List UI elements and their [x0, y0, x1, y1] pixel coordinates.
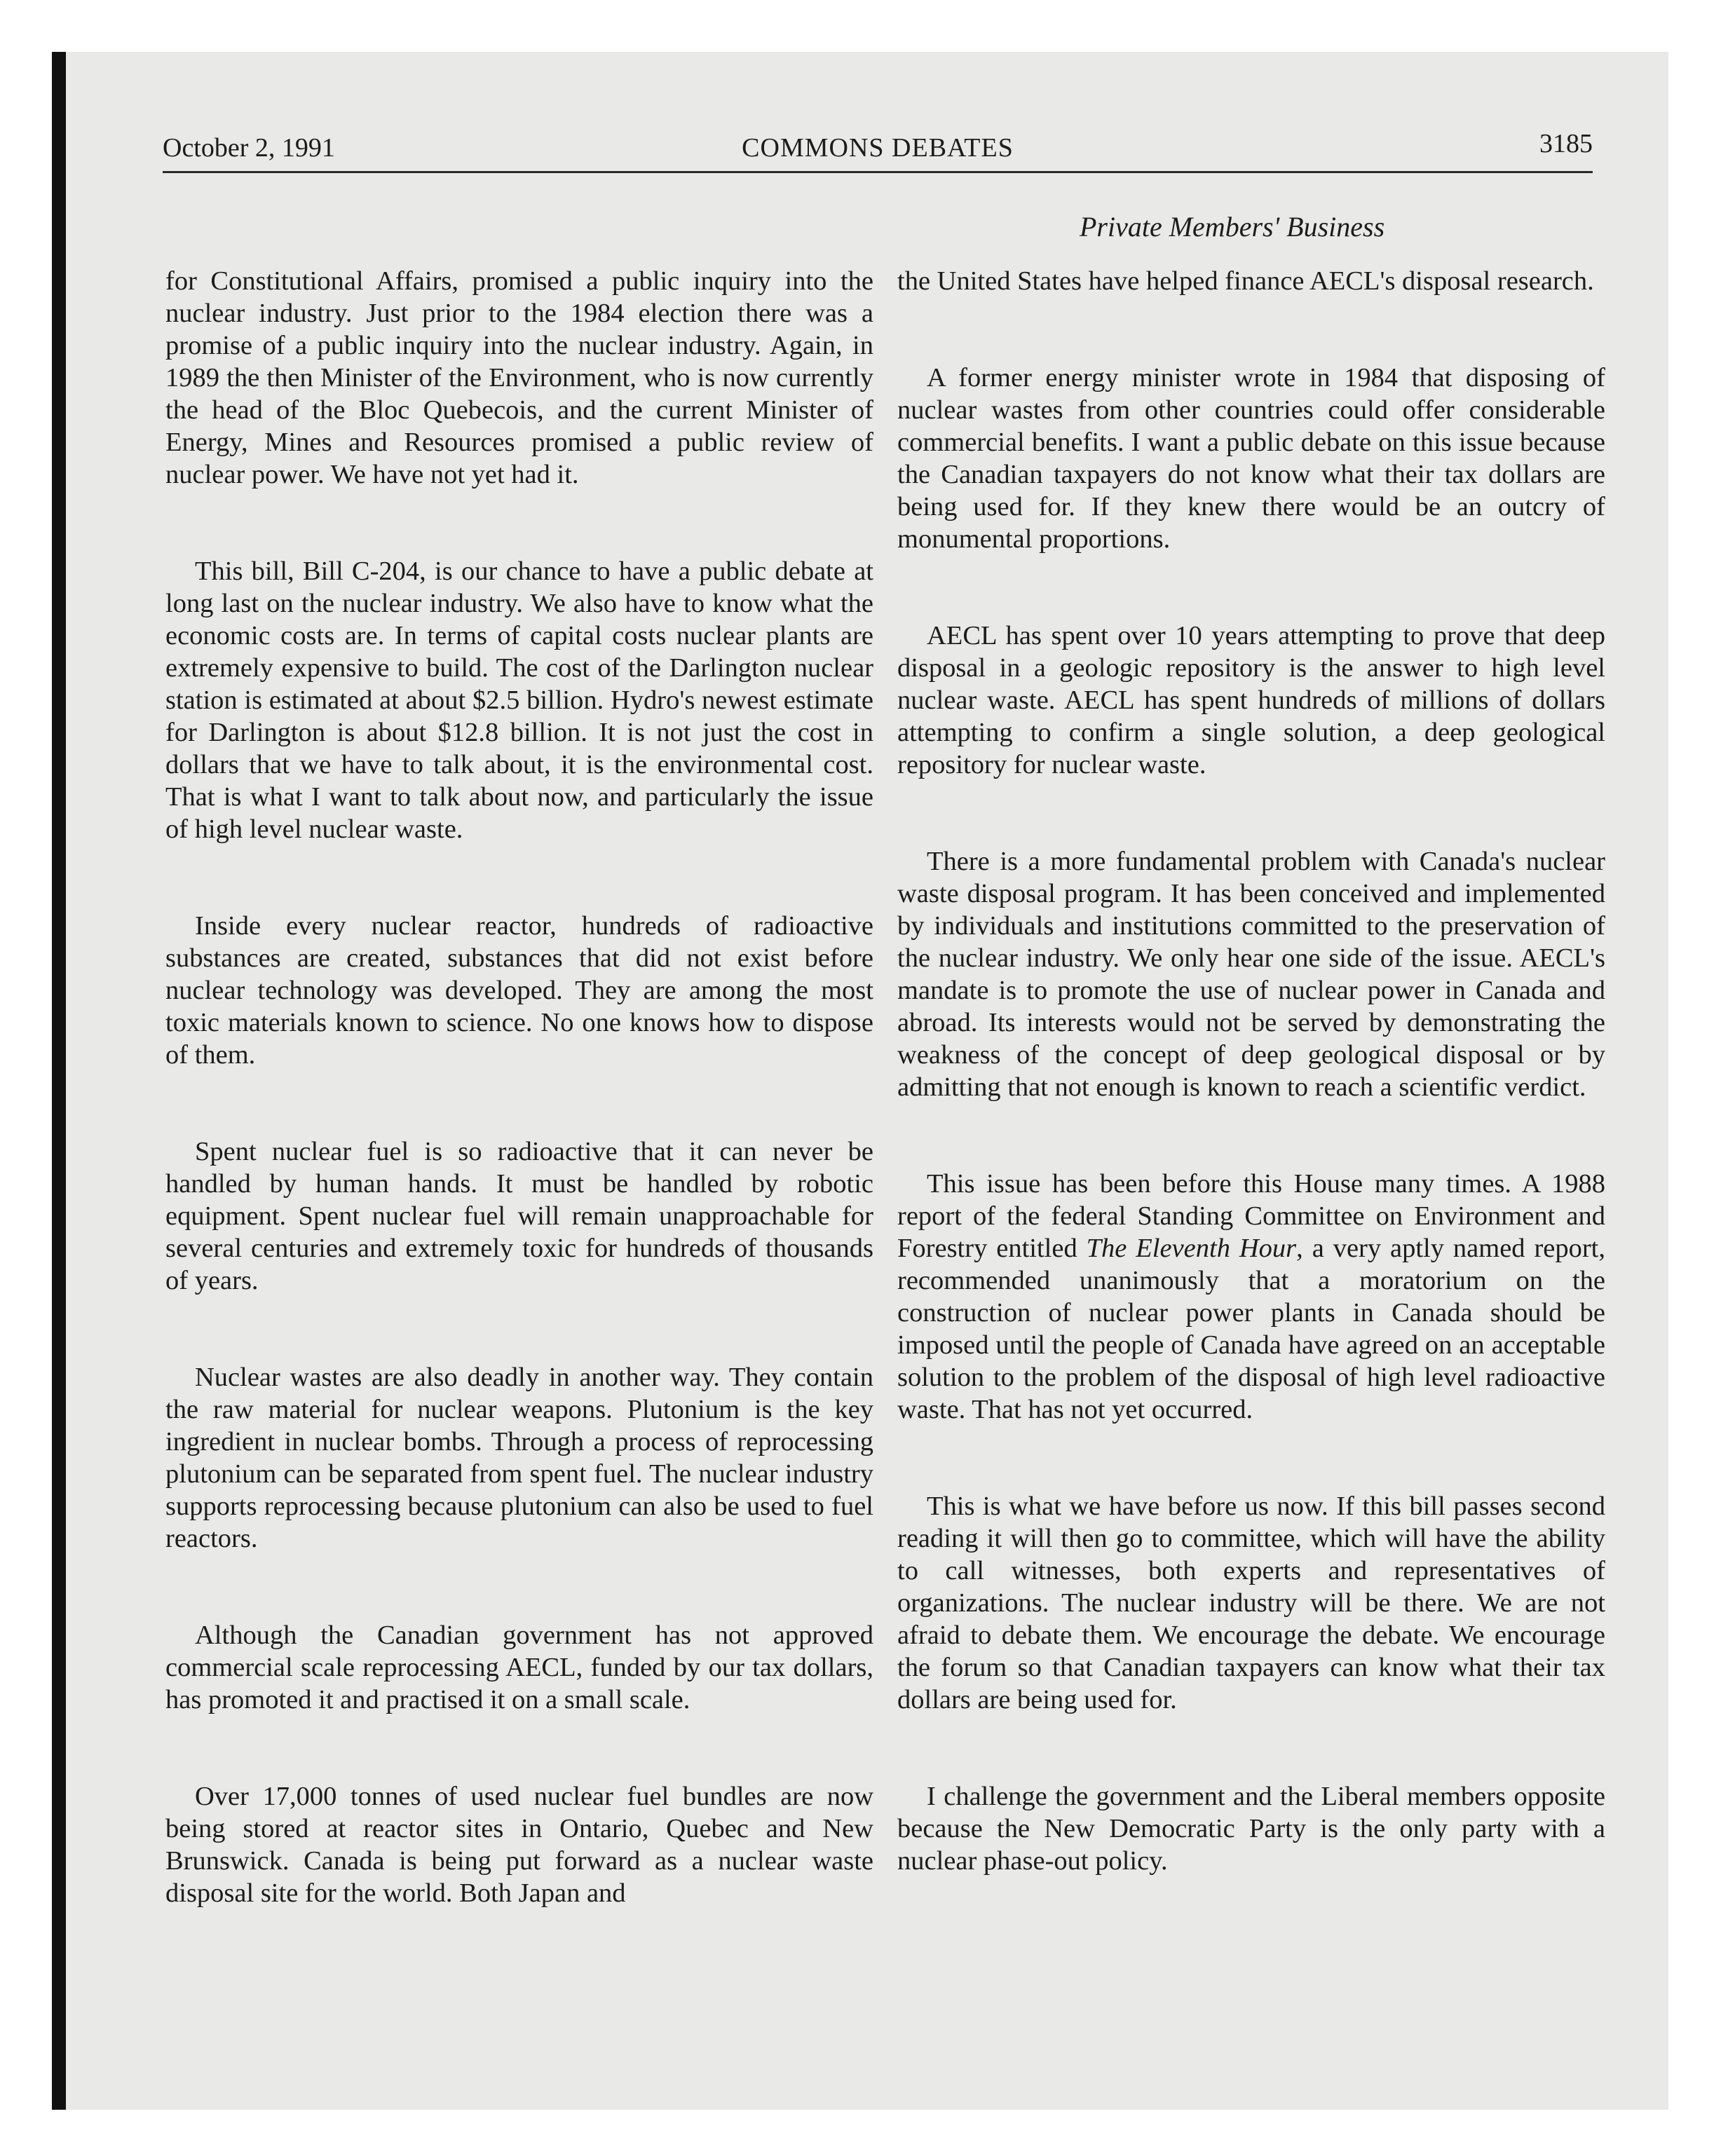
left-column [165, 265, 873, 1909]
right-paragraph-7: I challenge the government and the Liberal members opposite because the New Democratic Party is the only party with a nuclear phase-out policy. [897, 1782, 1605, 1876]
right-paragraph-5 [897, 1168, 1605, 1426]
right-paragraph-5-start: This issue has been before this House many times. A 1988 report of the federal Standing Committee on Environment and Forestry entitled [897, 1169, 1605, 1263]
left-paragraph-6: Although the Canadian government has not approved commercial scale reprocessing AECL, funded by our tax dollars, has promoted it and practised it on a small scale. [165, 1621, 873, 1714]
left-paragraph-7: Over 17,000 tonnes of used nuclear fuel bundles are now being stored at reactor sites in Ontario, Quebec and New Brunswick. Canada is being put forward as a nuclear waste disposal site for the world. Both Japan and [165, 1782, 873, 1908]
header-rule [163, 171, 1593, 173]
right-paragraph-6: This is what we have before us now. If this bill passes second reading it will then go to committee, which will have the ability to call witnesses, both experts and representatives of organizations. The nuclear industry will be there. We are not afraid to debate them. We encourage the debate. We encourage the forum so that Canadian taxpayers can know what their tax dollars are being used for. [897, 1492, 1605, 1714]
header-page-number: 3185 [1539, 129, 1593, 158]
right-paragraph-2: A former energy minister wrote in 1984 that disposing of nuclear wastes from other countries could offer considerable commercial benefits. I want a public debate on this issue because the Canadian taxpayers do not know what their tax dollars are being used for. If they knew there would be an outcry of monumental proportions. [897, 363, 1605, 554]
header-title: COMMONS DEBATES [742, 133, 1014, 163]
left-paragraph-2: This bill, Bill C-204, is our chance to have a public debate at long last on the nuclear industry. We also have to know what the economic costs are. In terms of capital costs nuclear plants are extremely expensive to build. The cost of the Darlington nuclear station is estimated at about $2.5 billion. Hydro's newest estimate for Darlington is about $12.8 billion. It is not just the cost in dollars that we have to talk about, it is the environmental cost. That is what I want to talk about now, and particularly the issue of high level nuclear waste. [165, 557, 873, 844]
report-title: The Eleventh Hour [1086, 1234, 1297, 1263]
section-heading: Private Members' Business [1080, 211, 1385, 243]
page-header [163, 130, 1593, 172]
right-paragraph-3: AECL has spent over 10 years attempting to prove that deep disposal in a geologic repository is the answer to high level nuclear waste. AECL has spent hundreds of millions of dollars attempting to confirm a single solution, a deep geological repository for nuclear waste. [897, 621, 1605, 779]
left-paragraph-4: Spent nuclear fuel is so radioactive that it can never be handled by human hands. It must be handled by robotic equipment. Spent nuclear fuel will remain unapproachable for several centuries and extremely toxic for hundreds of thousands of years. [165, 1137, 873, 1295]
right-paragraph-5-end: , a very aptly named report, recommended unanimously that a moratorium on the construction of nuclear power plants in Canada should be imposed until the people of Canada have agreed on an acceptable solution to the problem of the disposal of high level radioactive waste. That has not yet occurred. [897, 1234, 1605, 1424]
left-paragraph-1: for Constitutional Affairs, promised a public inquiry into the nuclear industry. Just prior to the 1984 election there was a promise of a public inquiry into the nuclear industry. Again, in 1989 the then Minister of the Environment, who is now currently the head of the Bloc Quebecois, and the current Minister of Energy, Mines and Resources promised a public review of nuclear power. We have not yet had it. [165, 266, 873, 489]
right-paragraph-4: There is a more fundamental problem with Canada's nuclear waste disposal program. It has been conceived and implemented by individuals and institutions committed to the preservation of the nuclear industry. We only hear one side of the issue. AECL's mandate is to promote the use of nuclear power in Canada and abroad. Its interests would not be served by demonstrating the weakness of the concept of deep geological disposal or by admitting that not enough is known to reach a scientific verdict. [897, 847, 1605, 1102]
left-paragraph-3: Inside every nuclear reactor, hundreds of radioactive substances are created, substances that did not exist before nuclear technology was developed. They are among the most toxic materials known to science. No one knows how to dispose of them. [165, 911, 873, 1070]
header-date: October 2, 1991 [163, 133, 335, 163]
scan-edge-bar [52, 52, 66, 2110]
right-column [897, 265, 1605, 1877]
right-paragraph-1: the United States have helped finance AECL's disposal research. [897, 266, 1594, 296]
left-paragraph-5: Nuclear wastes are also deadly in another way. They contain the raw material for nuclear weapons. Plutonium is the key ingredient in nuclear bombs. Through a process of reprocessing plutonium can be separated from spent fuel. The nuclear industry supports reprocessing because plutonium can also be used to fuel reactors. [165, 1363, 873, 1553]
